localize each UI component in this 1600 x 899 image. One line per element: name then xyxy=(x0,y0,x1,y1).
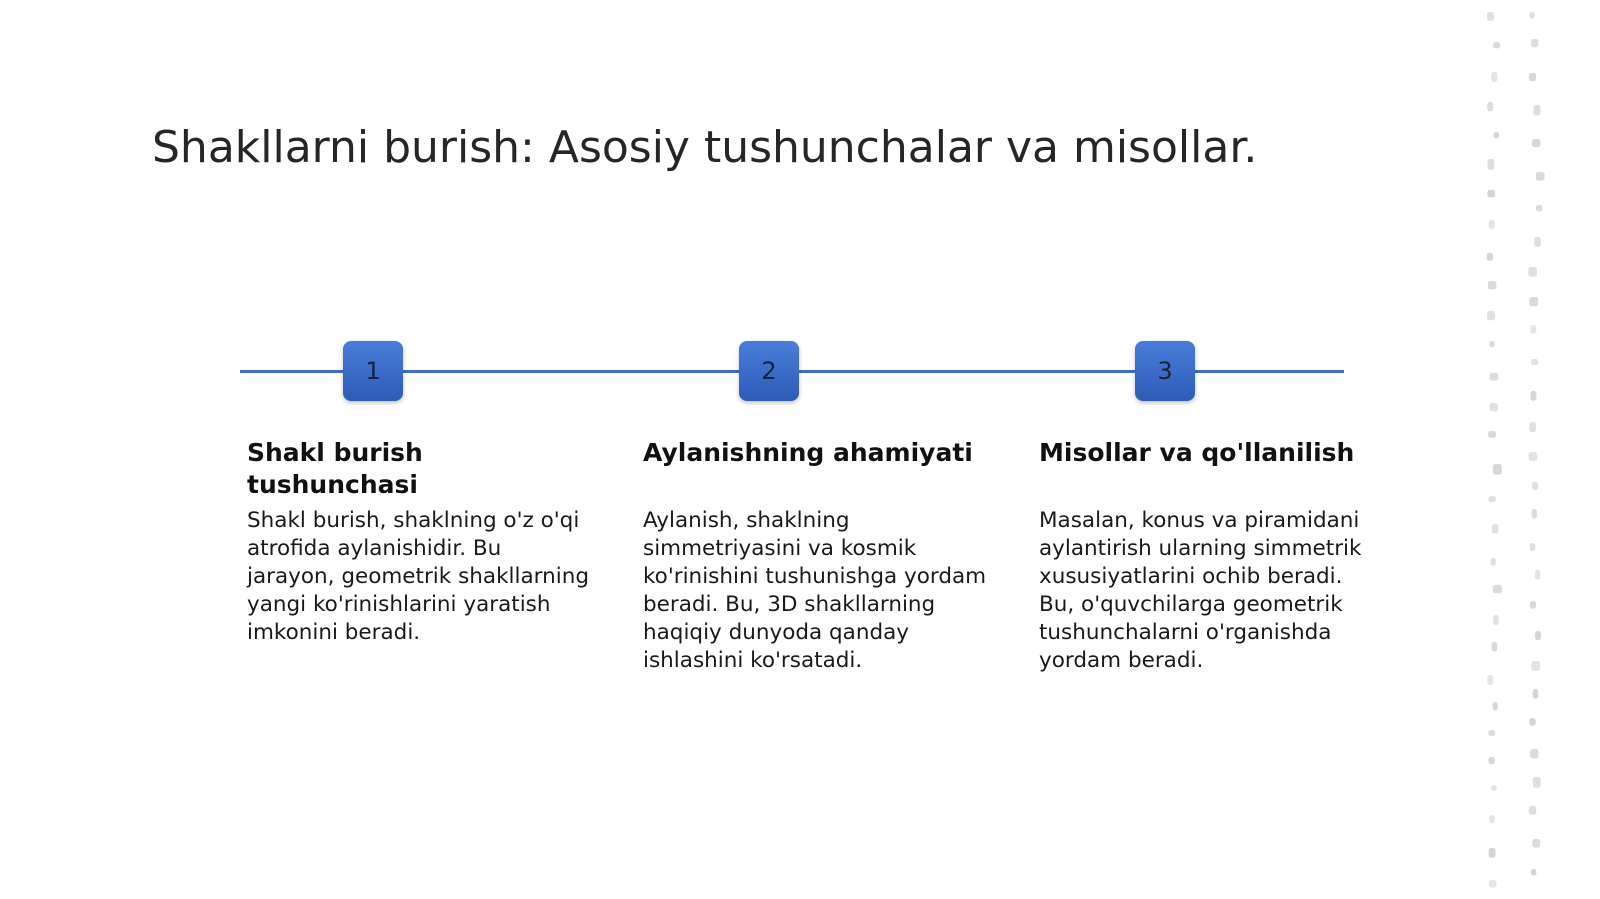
decorative-dot xyxy=(1488,730,1495,736)
step-body: Masalan, konus va piramidani aylantirish ularning simmetrik xususiyatlarini ochib beradi. Bu, o'quvchilarga geometrik tushunchalarni o'rganishda yordam beradi. xyxy=(1039,508,1362,673)
decorative-dot xyxy=(1529,718,1535,726)
decorative-dot xyxy=(1530,601,1536,609)
decorative-dot xyxy=(1493,615,1499,625)
decorative-dot xyxy=(1488,431,1496,438)
decorative-dot xyxy=(1529,452,1538,461)
decorative-dot xyxy=(1489,341,1494,347)
decorative-dot xyxy=(1488,757,1494,764)
decorative-dot xyxy=(1489,848,1496,858)
decorative-dot xyxy=(1487,311,1495,320)
decorative-dot xyxy=(1530,749,1538,759)
decorative-dot xyxy=(1491,785,1497,791)
decorative-dot xyxy=(1489,815,1494,823)
decorative-dot xyxy=(1531,359,1538,365)
decorative-dot xyxy=(1487,190,1495,197)
decorative-dot-pattern xyxy=(1460,0,1600,899)
decorative-dot xyxy=(1489,220,1495,229)
decorative-dot xyxy=(1493,702,1498,711)
decorative-dot xyxy=(1532,839,1540,848)
decorative-dot xyxy=(1533,777,1541,788)
decorative-dot xyxy=(1493,42,1500,48)
decorative-dot xyxy=(1529,73,1536,81)
step-1 xyxy=(247,437,592,647)
decorative-dot xyxy=(1487,253,1493,261)
decorative-dot xyxy=(1529,806,1536,815)
decorative-dot xyxy=(1536,205,1543,211)
decorative-dot xyxy=(1533,105,1540,116)
decorative-dot xyxy=(1528,267,1537,277)
decorative-dot xyxy=(1532,482,1538,490)
decorative-dot xyxy=(1490,373,1499,381)
step-2 xyxy=(643,437,988,675)
decorative-dot xyxy=(1530,543,1535,551)
decorative-dot xyxy=(1531,325,1537,334)
decorative-dot xyxy=(1531,661,1540,671)
decorative-dot xyxy=(1535,631,1541,640)
decorative-dot xyxy=(1491,72,1497,82)
decorative-dot xyxy=(1487,102,1493,111)
decorative-dot xyxy=(1531,39,1538,47)
decorative-dot xyxy=(1529,297,1538,306)
decorative-dot xyxy=(1489,496,1496,502)
decorative-dot xyxy=(1534,237,1541,247)
decorative-dot xyxy=(1487,675,1493,685)
step-heading: Misollar va qo'llanilish xyxy=(1039,438,1355,467)
decorative-dot xyxy=(1491,558,1496,566)
step-marker-1: 1 xyxy=(343,341,403,401)
step-body: Aylanish, shaklning simmetriyasini va kosmik ko'rinishini tushunishga yordam beradi. Bu, 3D shakllarning haqiqiy dunyoda qanday ishlashini ko'rsatadi. xyxy=(643,508,987,673)
decorative-dot xyxy=(1533,689,1539,699)
decorative-dot xyxy=(1531,869,1536,876)
decorative-dot xyxy=(1492,642,1498,652)
decorative-dot xyxy=(1529,12,1534,18)
step-heading: Shakl burish tushunchasi xyxy=(247,438,423,499)
decorative-dot xyxy=(1490,403,1498,411)
decorative-dot xyxy=(1488,159,1495,170)
step-3 xyxy=(1039,437,1384,675)
step-marker-2: 2 xyxy=(739,341,799,401)
decorative-dot xyxy=(1487,12,1494,21)
slide-title: Shakllarni burish: Asosiy tushunchalar va misollar. xyxy=(152,122,1258,173)
step-heading: Aylanishning ahamiyati xyxy=(643,438,973,467)
decorative-dot xyxy=(1532,509,1537,519)
decorative-dot xyxy=(1493,585,1502,593)
decorative-dot xyxy=(1489,880,1497,887)
decorative-dot xyxy=(1488,281,1497,289)
decorative-dot xyxy=(1492,524,1499,533)
decorative-dot xyxy=(1494,132,1500,138)
decorative-dot xyxy=(1493,464,1502,475)
decorative-dot xyxy=(1535,570,1541,580)
decorative-dot xyxy=(1536,172,1545,181)
decorative-dot xyxy=(1530,391,1536,401)
decorative-dot xyxy=(1529,422,1536,432)
step-body: Shakl burish, shaklning o'z o'qi atrofida aylanishidir. Bu jarayon, geometrik shakllarning yangi ko'rinishlarini yaratish imkonini beradi. xyxy=(247,508,589,645)
step-marker-3: 3 xyxy=(1135,341,1195,401)
decorative-dot xyxy=(1532,139,1541,147)
